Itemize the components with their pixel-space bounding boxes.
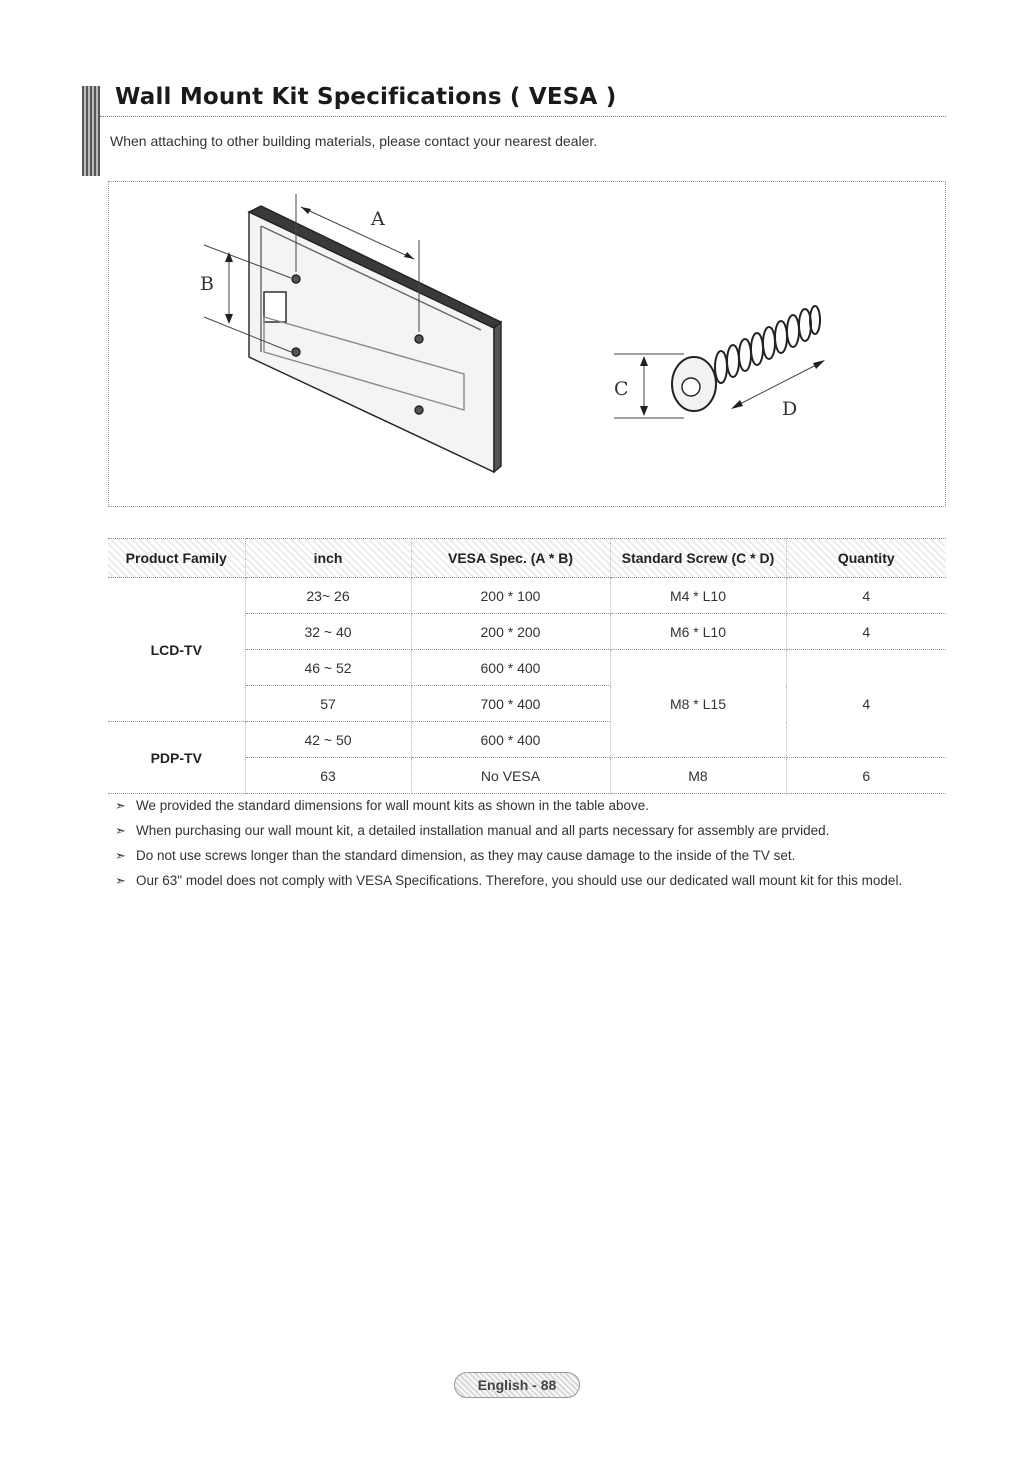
header-quantity: Quantity xyxy=(786,539,946,578)
inch-cell: 63 xyxy=(245,758,411,794)
quantity-cell: 4 xyxy=(786,614,946,650)
note-arrow-icon: ➣ xyxy=(115,848,126,863)
title-rule xyxy=(100,116,946,117)
mount-hole xyxy=(415,406,423,414)
page-number-tab: English - 88 xyxy=(454,1372,580,1398)
wall-mount-figure xyxy=(108,181,946,507)
mount-hole xyxy=(292,348,300,356)
note-item xyxy=(115,822,945,839)
mount-hole xyxy=(292,275,300,283)
note-text: When purchasing our wall mount kit, a detailed installation manual and all parts necessary for assembly are prvided. xyxy=(136,823,830,838)
inch-cell: 46 ~ 52 xyxy=(245,650,411,686)
inch-cell: 57 xyxy=(245,686,411,722)
mount-hole xyxy=(415,335,423,343)
note-text: Our 63" model does not comply with VESA Specifications. Therefore, you should use our dedicated wall mount kit for this model. xyxy=(136,873,903,888)
quantity-cell: 6 xyxy=(786,758,946,794)
screw-cell: M6 * L10 xyxy=(610,614,786,650)
dimension-label-c: C xyxy=(614,378,629,400)
note-arrow-icon: ➣ xyxy=(115,873,126,888)
family-cell: LCD-TV xyxy=(108,578,245,722)
header-product-family: Product Family xyxy=(108,539,245,578)
inch-cell: 23~ 26 xyxy=(245,578,411,614)
note-item xyxy=(115,847,945,864)
note-text: Do not use screws longer than the standard dimension, as they may cause damage to the inside of the TV set. xyxy=(136,848,796,863)
tv-back-panel xyxy=(249,212,494,472)
note-arrow-icon: ➣ xyxy=(115,798,126,813)
tv-side-edge xyxy=(494,322,501,472)
quantity-cell: 4 xyxy=(786,578,946,614)
dimension-label-d: D xyxy=(782,398,798,420)
quantity-cell: 4 xyxy=(786,650,946,758)
section-subtitle: When attaching to other building materials, please contact your nearest dealer. xyxy=(110,133,598,149)
notes-list xyxy=(115,797,945,897)
vesa-cell: No VESA xyxy=(411,758,610,794)
header-standard-screw: Standard Screw (C * D) xyxy=(610,539,786,578)
screw-cell: M8 * L15 xyxy=(610,650,786,758)
inch-cell: 32 ~ 40 xyxy=(245,614,411,650)
note-text: We provided the standard dimensions for wall mount kits as shown in the table above. xyxy=(136,798,650,813)
header-inch: inch xyxy=(245,539,411,578)
family-cell: PDP-TV xyxy=(108,722,245,794)
vesa-cell: 700 * 400 xyxy=(411,686,610,722)
note-arrow-icon: ➣ xyxy=(115,823,126,838)
dimension-label-b: B xyxy=(200,273,214,295)
note-item xyxy=(115,797,945,814)
section-side-bar xyxy=(82,86,100,176)
screw-cell: M8 xyxy=(610,758,786,794)
wall-mount-illustration xyxy=(109,182,947,508)
note-item xyxy=(115,872,945,889)
vesa-cell: 200 * 200 xyxy=(411,614,610,650)
header-vesa-spec: VESA Spec. (A * B) xyxy=(411,539,610,578)
dimension-label-a: A xyxy=(371,208,385,230)
section-title: Wall Mount Kit Specifications ( VESA ) xyxy=(115,84,617,110)
vesa-cell: 600 * 400 xyxy=(411,650,610,686)
inch-cell: 42 ~ 50 xyxy=(245,722,411,758)
screw-cell: M4 * L10 xyxy=(610,578,786,614)
table-row xyxy=(108,578,946,614)
table-header-row xyxy=(108,539,946,578)
vesa-cell: 200 * 100 xyxy=(411,578,610,614)
vesa-cell: 600 * 400 xyxy=(411,722,610,758)
vesa-spec-table xyxy=(108,538,946,794)
